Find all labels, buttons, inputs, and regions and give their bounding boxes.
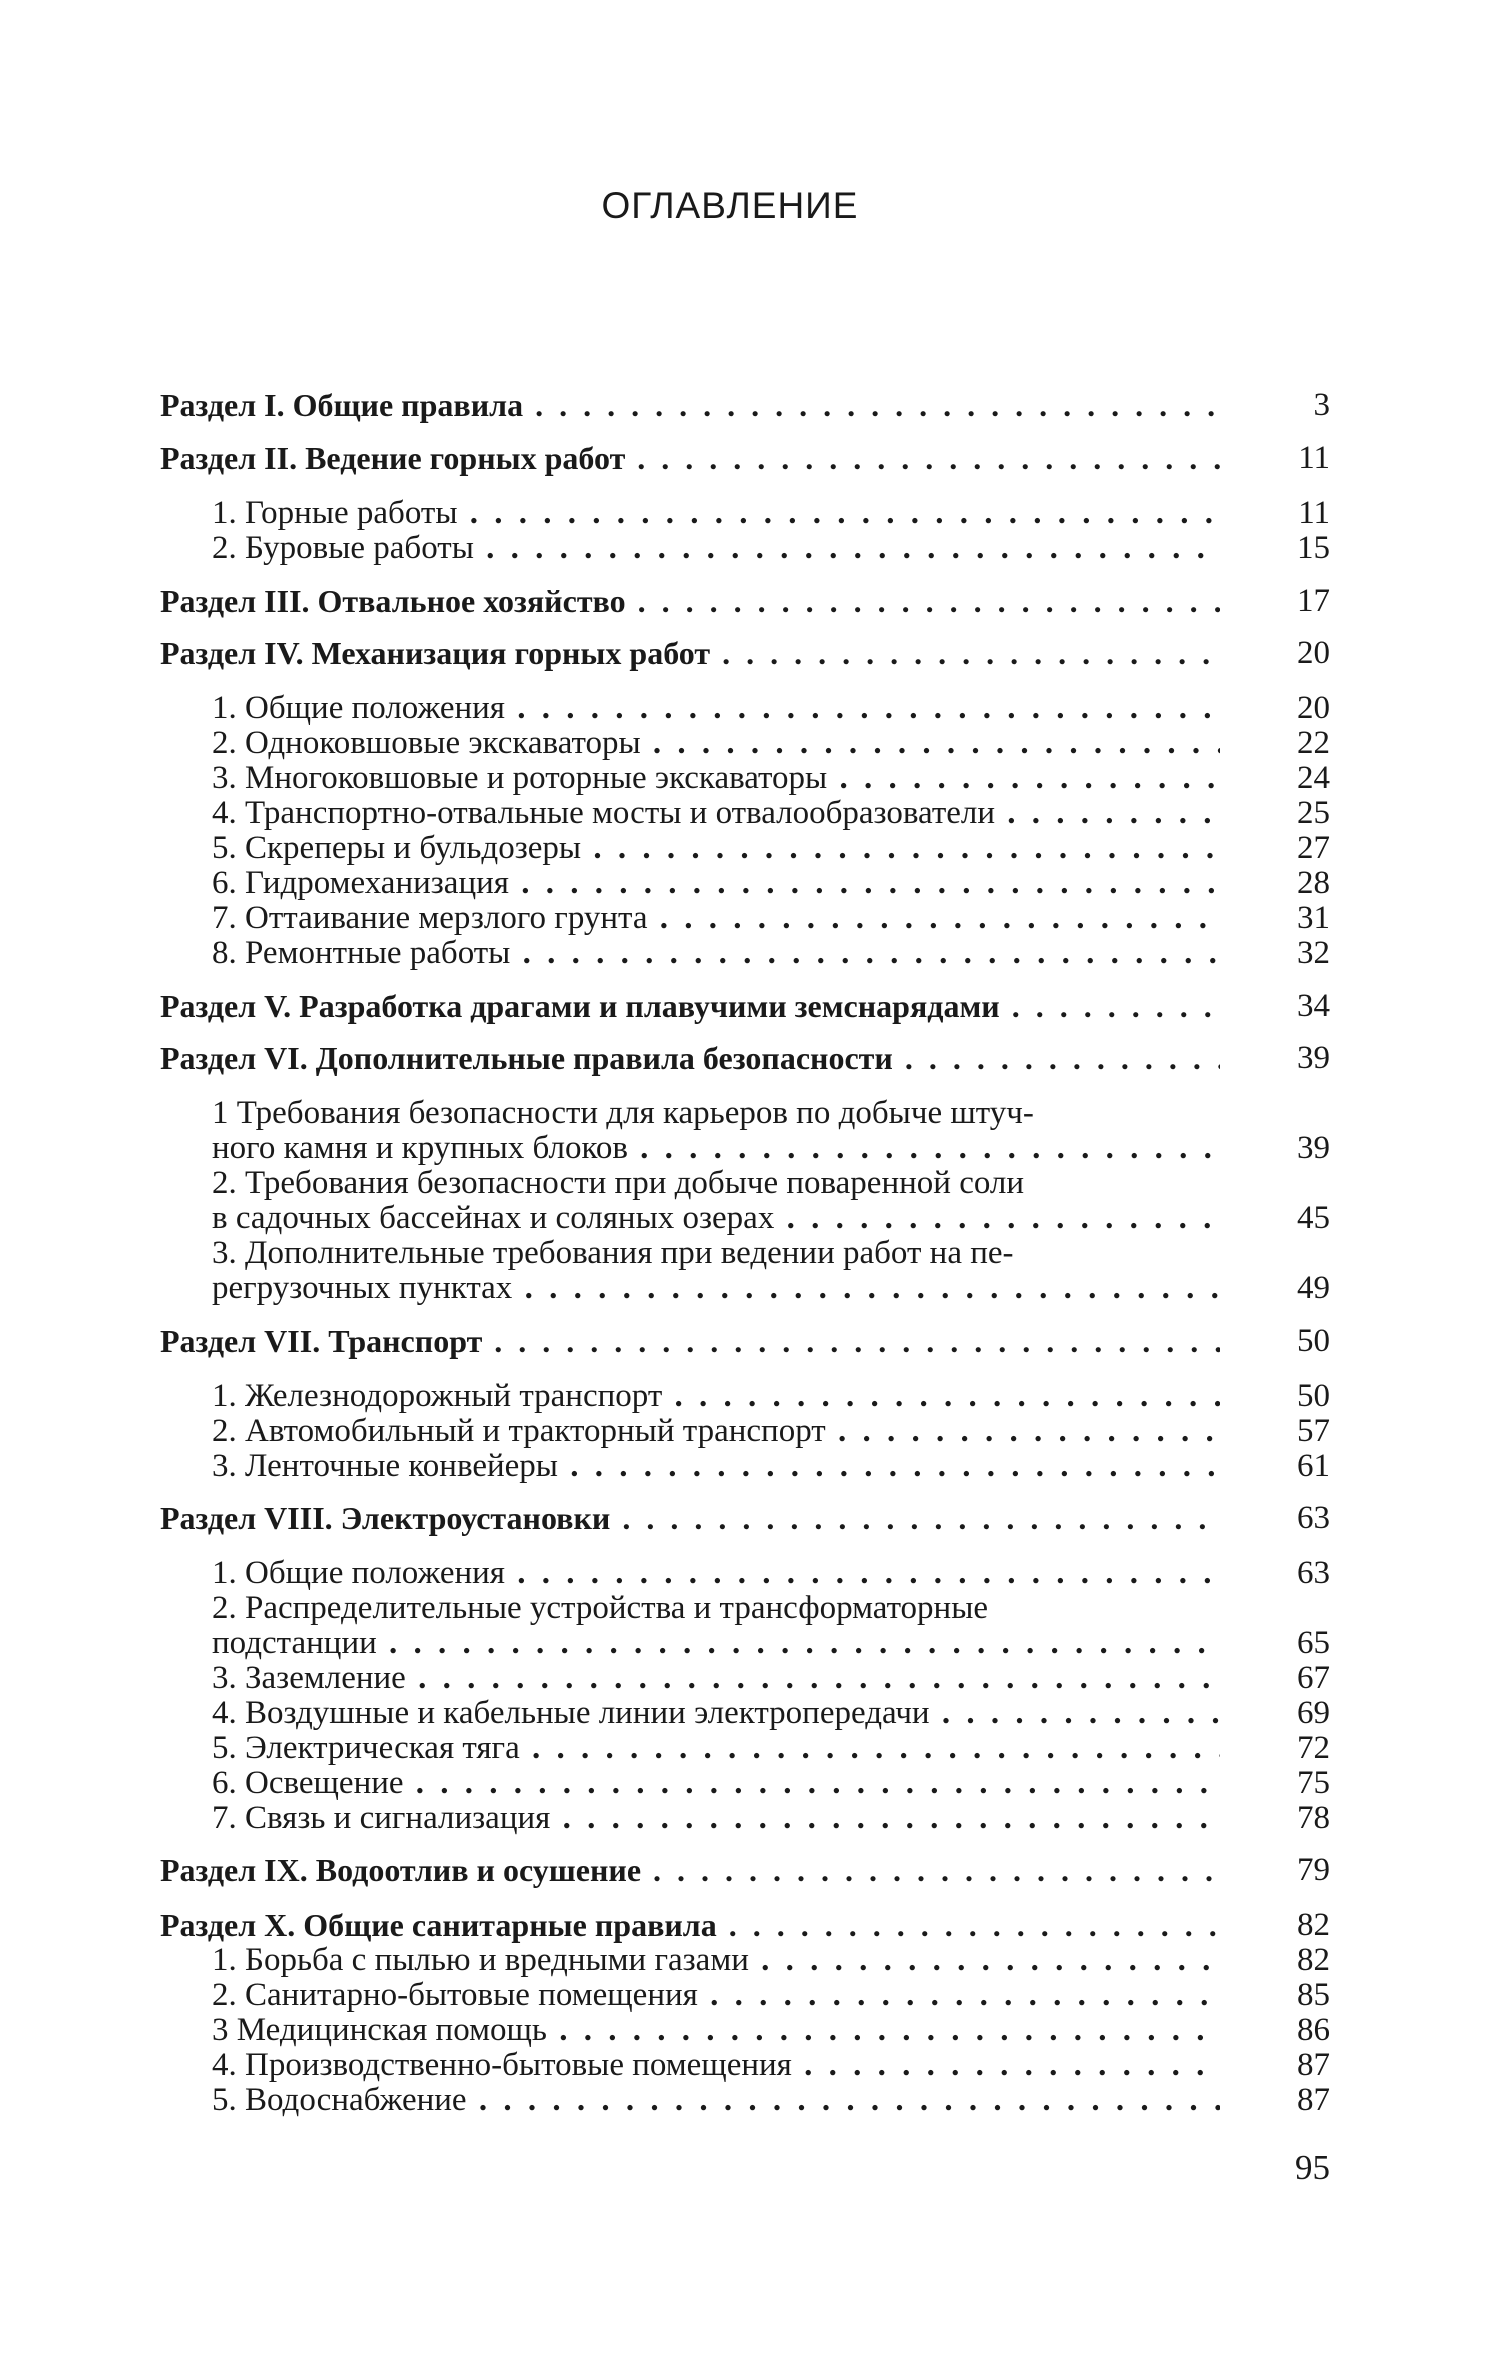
entry-title: 4. Воздушные и кабельные линии электропередачи . . — [212, 1693, 1220, 1733]
entry-title: 7. Оттаивание мерзлого грунта . . — [212, 898, 1220, 938]
entry-page-number: 25 — [1297, 795, 1330, 831]
entry-title: Раздел VI. Дополнительные правила безопасности . . — [160, 1038, 1220, 1078]
entry-title: 5. Водоснабжение . . — [212, 2080, 1220, 2120]
entry-title: 2. Распределительные устройства и трансформаторные — [212, 1590, 989, 1626]
entry-title: 6. Гидромеханизация . . — [212, 863, 1220, 903]
entry-page-number: 87 — [1297, 2047, 1330, 2083]
section-entry — [0, 1321, 1500, 1361]
subsection-entry — [0, 1411, 1500, 1451]
subsection-entry — [0, 1268, 1500, 1308]
subsection-entry — [0, 898, 1500, 938]
entry-title: 3. Дополнительные требования при ведении работ на пе- — [212, 1235, 1014, 1271]
entry-page-number: 78 — [1297, 1800, 1330, 1836]
entry-title: Раздел VII. Транспорт . . — [160, 1321, 1220, 1361]
entry-title: 3. Заземление . . — [212, 1658, 1220, 1698]
entry-title: в садочных бассейнах и соляных озерах . . — [212, 1198, 1220, 1238]
section-entry — [0, 1038, 1500, 1078]
entry-page-number: 67 — [1297, 1660, 1330, 1696]
entry-title: Раздел I. Общие правила . . — [160, 385, 1220, 425]
entry-page-number: 31 — [1297, 900, 1330, 936]
subsection-entry — [0, 688, 1500, 728]
entry-page-number: 75 — [1297, 1765, 1330, 1801]
entry-title: регрузочных пунктах . . — [212, 1268, 1220, 1308]
entry-title: 4. Транспортно-отвальные мосты и отвалообразователи . . — [212, 793, 1220, 833]
page-title: ОГЛАВЛЕНИЕ — [601, 185, 859, 226]
entry-title: 1 Требования безопасности для карьеров по добыче штуч- — [212, 1095, 1034, 1131]
entry-title: подстанции . . — [212, 1623, 1220, 1663]
entry-title: Раздел IV. Механизация горных работ . . — [160, 633, 1220, 673]
entry-title: 2. Автомобильный и тракторный транспорт . . — [212, 1411, 1220, 1451]
entry-title: 4. Производственно-бытовые помещения . . — [212, 2045, 1220, 2085]
entry-page-number: 24 — [1297, 760, 1330, 796]
entry-title: 2. Санитарно-бытовые помещения . . — [212, 1975, 1220, 2015]
subsection-entry — [0, 2045, 1500, 2085]
subsection-entry — [0, 758, 1500, 798]
entry-title: Раздел IX. Водоотлив и осушение . . — [160, 1850, 1220, 1890]
entry-page-number: 72 — [1297, 1730, 1330, 1766]
entry-page-number: 11 — [1298, 495, 1330, 531]
entry-page-number: 49 — [1297, 1270, 1330, 1306]
subsection-entry — [0, 1798, 1500, 1838]
entry-page-number: 50 — [1297, 1323, 1330, 1359]
entry-title: Раздел V. Разработка драгами и плавучими земснарядами . . — [160, 986, 1220, 1026]
entry-page-number: 17 — [1297, 583, 1330, 619]
entry-page-number: 63 — [1297, 1500, 1330, 1536]
subsection-entry — [0, 1093, 1500, 1133]
section-entry — [0, 438, 1500, 478]
entry-page-number: 22 — [1297, 725, 1330, 761]
entry-title: 1. Борьба с пылью и вредными газами . . — [212, 1940, 1220, 1980]
subsection-entry — [0, 1975, 1500, 2015]
section-entry — [0, 1498, 1500, 1538]
section-entry — [0, 581, 1500, 621]
subsection-entry — [0, 793, 1500, 833]
entry-title: Раздел III. Отвальное хозяйство . . — [160, 581, 1220, 621]
entry-title: 5. Скреперы и бульдозеры . . — [212, 828, 1220, 868]
subsection-entry — [0, 493, 1500, 533]
subsection-entry — [0, 1376, 1500, 1416]
subsection-entry — [0, 1198, 1500, 1238]
entry-title: 6. Освещение . . — [212, 1763, 1220, 1803]
entry-title: Раздел VIII. Электроустановки . . — [160, 1498, 1220, 1538]
entry-page-number: 28 — [1297, 865, 1330, 901]
entry-title: 2. Одноковшовые экскаваторы . . — [212, 723, 1220, 763]
subsection-entry — [0, 1233, 1500, 1273]
entry-title: 2. Требования безопасности при добыче поваренной соли — [212, 1165, 1025, 1201]
section-entry — [0, 986, 1500, 1026]
entry-title: 1. Горные работы . . — [212, 493, 1220, 533]
entry-page-number: 82 — [1297, 1942, 1330, 1978]
subsection-entry — [0, 1588, 1500, 1628]
entry-title: ного камня и крупных блоков . . — [212, 1128, 1220, 1168]
entry-title: 1. Общие положения . . — [212, 688, 1220, 728]
entry-title: 1. Железнодорожный транспорт . . — [212, 1376, 1220, 1416]
entry-title: 2. Буровые работы . . — [212, 528, 1220, 568]
entry-page-number: 15 — [1297, 530, 1330, 566]
entry-page-number: 45 — [1297, 1200, 1330, 1236]
entry-title: 8. Ремонтные работы . . — [212, 933, 1220, 973]
entry-page-number: 61 — [1297, 1448, 1330, 1484]
entry-page-number: 57 — [1297, 1413, 1330, 1449]
subsection-entry — [0, 1693, 1500, 1733]
subsection-entry — [0, 863, 1500, 903]
section-entry — [0, 1905, 1500, 1945]
entry-page-number: 63 — [1297, 1555, 1330, 1591]
subsection-entry — [0, 723, 1500, 763]
entry-title: 1. Общие положения . . — [212, 1553, 1220, 1593]
entry-title: 5. Электрическая тяга . . — [212, 1728, 1220, 1768]
subsection-entry — [0, 1940, 1500, 1980]
subsection-entry — [0, 1553, 1500, 1593]
subsection-entry — [0, 2080, 1500, 2120]
subsection-entry — [0, 1128, 1500, 1168]
entry-page-number: 50 — [1297, 1378, 1330, 1414]
subsection-entry — [0, 1623, 1500, 1663]
entry-page-number: 20 — [1297, 635, 1330, 671]
entry-page-number: 11 — [1298, 440, 1330, 476]
subsection-entry — [0, 2010, 1500, 2050]
entry-title: 7. Связь и сигнализация . . — [212, 1798, 1220, 1838]
entry-page-number: 65 — [1297, 1625, 1330, 1661]
subsection-entry — [0, 1763, 1500, 1803]
entry-title: 3. Ленточные конвейеры . . — [212, 1446, 1220, 1486]
entry-page-number: 34 — [1297, 988, 1330, 1024]
entry-page-number: 86 — [1297, 2012, 1330, 2048]
page-number: 95 — [1295, 2148, 1330, 2187]
entry-page-number: 39 — [1297, 1130, 1330, 1166]
entry-title: 3. Многоковшовые и роторные экскаваторы . . — [212, 758, 1220, 798]
entry-page-number: 79 — [1297, 1852, 1330, 1888]
subsection-entry — [0, 933, 1500, 973]
section-entry — [0, 1850, 1500, 1890]
entry-title: Раздел X. Общие санитарные правила . . — [160, 1905, 1220, 1945]
subsection-entry — [0, 1446, 1500, 1486]
entry-page-number: 87 — [1297, 2082, 1330, 2118]
entry-page-number: 3 — [1313, 387, 1330, 423]
entry-page-number: 32 — [1297, 935, 1330, 971]
entry-title: 3 Медицинская помощь . . — [212, 2010, 1220, 2050]
entry-page-number: 69 — [1297, 1695, 1330, 1731]
subsection-entry — [0, 1658, 1500, 1698]
entry-page-number: 39 — [1297, 1040, 1330, 1076]
subsection-entry — [0, 528, 1500, 568]
subsection-entry — [0, 1163, 1500, 1203]
entry-page-number: 20 — [1297, 690, 1330, 726]
entry-page-number: 27 — [1297, 830, 1330, 866]
subsection-entry — [0, 828, 1500, 868]
section-entry — [0, 385, 1500, 425]
section-entry — [0, 633, 1500, 673]
entry-page-number: 82 — [1297, 1907, 1330, 1943]
subsection-entry — [0, 1728, 1500, 1768]
entry-page-number: 85 — [1297, 1977, 1330, 2013]
entry-title: Раздел II. Ведение горных работ . . — [160, 438, 1220, 478]
